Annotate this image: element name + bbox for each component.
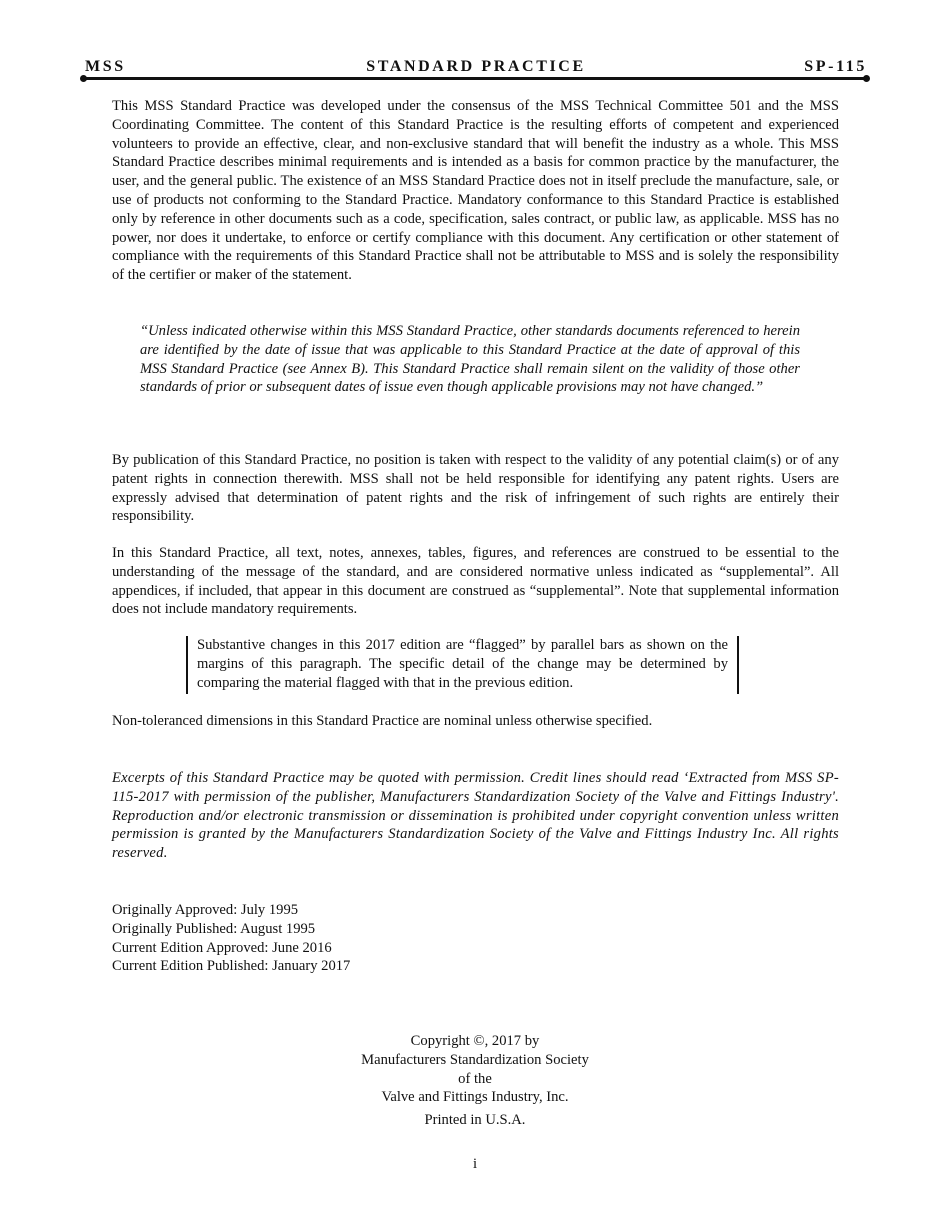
header-organization: MSS — [85, 58, 126, 75]
copyright-block — [0, 1032, 950, 1107]
copyright-line-1: Copyright ©, 2017 by — [410, 1033, 540, 1049]
copyright-line-4: Valve and Fittings Industry, Inc. — [381, 1089, 569, 1106]
referenced-standards-quote: “Unless indicated otherwise within this MSS Standard Practice, other standards documents referenced to herein are identified by the date of issue that was applicable to this Standard Practice at the date of approval of this MSS Standard Practice (see Annex B). This Standard Practice shall remain silent on the validity of those other standards of prior or subsequent dates of issue even though applicable provisions may not have changed.” — [140, 323, 800, 396]
current-edition-approved: Current Edition Approved: June 2016 — [112, 939, 332, 956]
normative-paragraph: In this Standard Practice, all text, notes, annexes, tables, figures, and references are construed to be essential to the understanding of the message of the standard, and are considered normative unless indicated as “supplemental”. All appendices, if included, that appear in this document are construed as “supplemental”. Note that supplemental information does not include mandatory requirements. — [112, 545, 839, 618]
page-header — [85, 57, 867, 79]
approval-dates — [112, 901, 350, 976]
page-number: i — [472, 1156, 478, 1172]
intro-paragraph: This MSS Standard Practice was developed under the consensus of the MSS Technical Committee 501 and the MSS Coordinating Committee. The content of this Standard Practice is the resulting efforts of competent and experienced volunteers to provide an effective, clear, and non-exclusive standard that will benefit the industry as a whole. This MSS Standard Practice describes minimal requirements and is intended as a basis for common practice by the manufacturer, the user, and the general public. The existence of an MSS Standard Practice does not in itself preclude the manufacture, sale, or use of products not conforming to the Standard Practice. Mandatory conformance to this Standard Practice is established only by reference in other documents such as a code, specification, sales contract, or public law, as applicable. MSS has no power, nor does it undertake, to enforce or certify compliance with this document. Any certification or other statement of compliance with the requirements of this Standard Practice shall not be attributable to MSS and is solely the responsibility of the certifier or maker of the statement. — [112, 98, 839, 284]
header-rule — [83, 77, 867, 80]
printed-in: Printed in U.S.A. — [424, 1112, 526, 1128]
originally-published: Originally Published: August 1995 — [112, 920, 316, 937]
patent-paragraph: By publication of this Standard Practice, no position is taken with respect to the validity of any potential claim(s) or of any patent rights in connection therewith. MSS shall not be held responsible for identifying any patent rights. Users are expressly advised that determination of patent rights and the risk of infringement of such rights are entirely their responsibility. — [112, 452, 839, 525]
header-document-number: SP-115 — [804, 58, 867, 75]
excerpts-paragraph: Excerpts of this Standard Practice may be quoted with permission. Credit lines should read ‘Extracted from MSS SP-115-2017 with permission of the publisher, Manufacturers Standardization Society of the Valve and Fittings Industry'. Reproduction and/or electronic transmission or dissemination is prohibited under copyright convention unless written permission is granted by the Manufacturers Standardization Society of the Valve and Fittings Industry Inc. All rights reserved. — [112, 770, 839, 862]
originally-approved: Originally Approved: July 1995 — [112, 902, 299, 918]
header-title: STANDARD PRACTICE — [366, 58, 586, 75]
current-edition-published: Current Edition Published: January 2017 — [112, 958, 351, 975]
flagged-changes-text: Substantive changes in this 2017 edition are “flagged” by parallel bars as shown on the margins of this paragraph. The specific detail of the change may be determined by comparing the material flagged with that in the previous edition. — [197, 637, 728, 691]
flagged-changes-box — [186, 636, 739, 694]
copyright-line-2: Manufacturers Standardization Society — [361, 1051, 589, 1068]
dimensions-paragraph: Non-toleranced dimensions in this Standard Practice are nominal unless otherwise specified. — [112, 713, 653, 729]
copyright-line-3: of the — [458, 1070, 492, 1087]
